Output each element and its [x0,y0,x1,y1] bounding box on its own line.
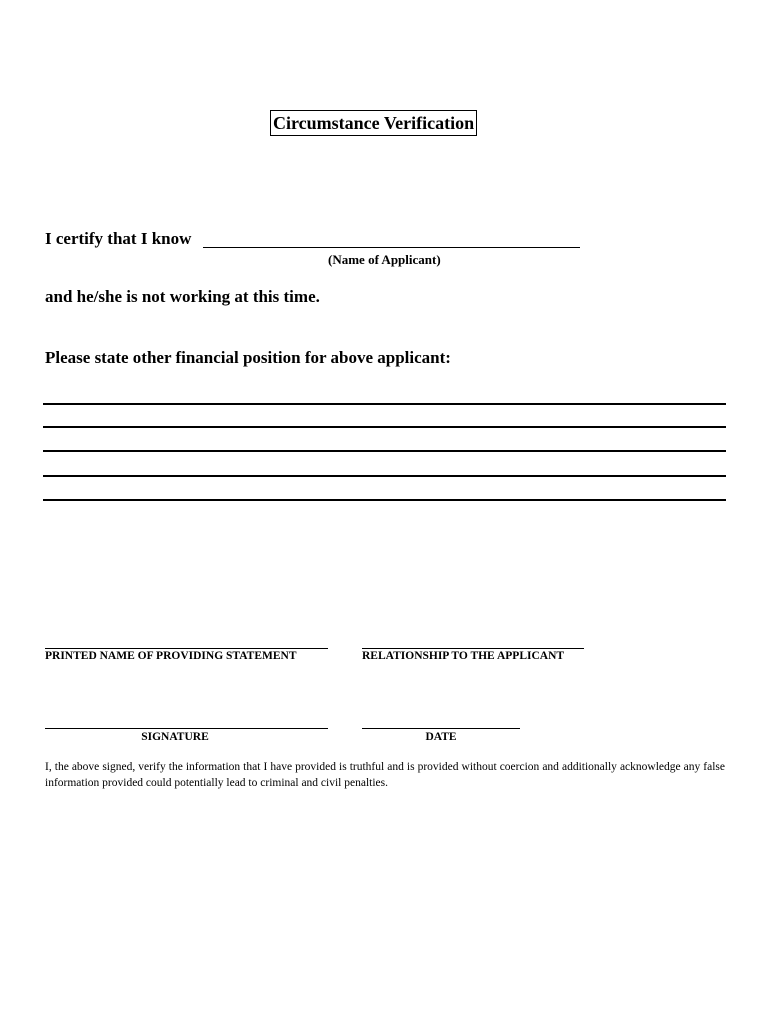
relationship-label: RELATIONSHIP TO THE APPLICANT [362,650,565,662]
financial-answer-line[interactable] [43,426,726,428]
signature-line[interactable] [45,728,328,729]
document-title: Circumstance Verification [270,110,477,136]
certify-statement: I certify that I know [45,229,192,248]
date-line[interactable] [362,728,520,729]
financial-answer-line[interactable] [43,499,726,501]
not-working-statement: and he/she is not working at this time. [45,287,320,306]
attestation-statement: I, the above signed, verify the information that I have provided is truthful and is provided without coercion and additionally acknowledge any false information provided could potentially lead to criminal and civil penalties. [45,761,725,789]
signature-label: SIGNATURE [141,731,209,743]
printed-name-line[interactable] [45,648,328,649]
financial-answer-line[interactable] [43,450,726,452]
date-label: DATE [425,731,457,743]
printed-name-label: PRINTED NAME OF PROVIDING STATEMENT [45,650,297,662]
applicant-name-line[interactable] [203,247,580,248]
financial-position-prompt: Please state other financial position for above applicant: [45,348,451,367]
financial-answer-line[interactable] [43,475,726,477]
relationship-line[interactable] [362,648,584,649]
applicant-name-caption: (Name of Applicant) [328,252,441,267]
financial-answer-line[interactable] [43,403,726,405]
